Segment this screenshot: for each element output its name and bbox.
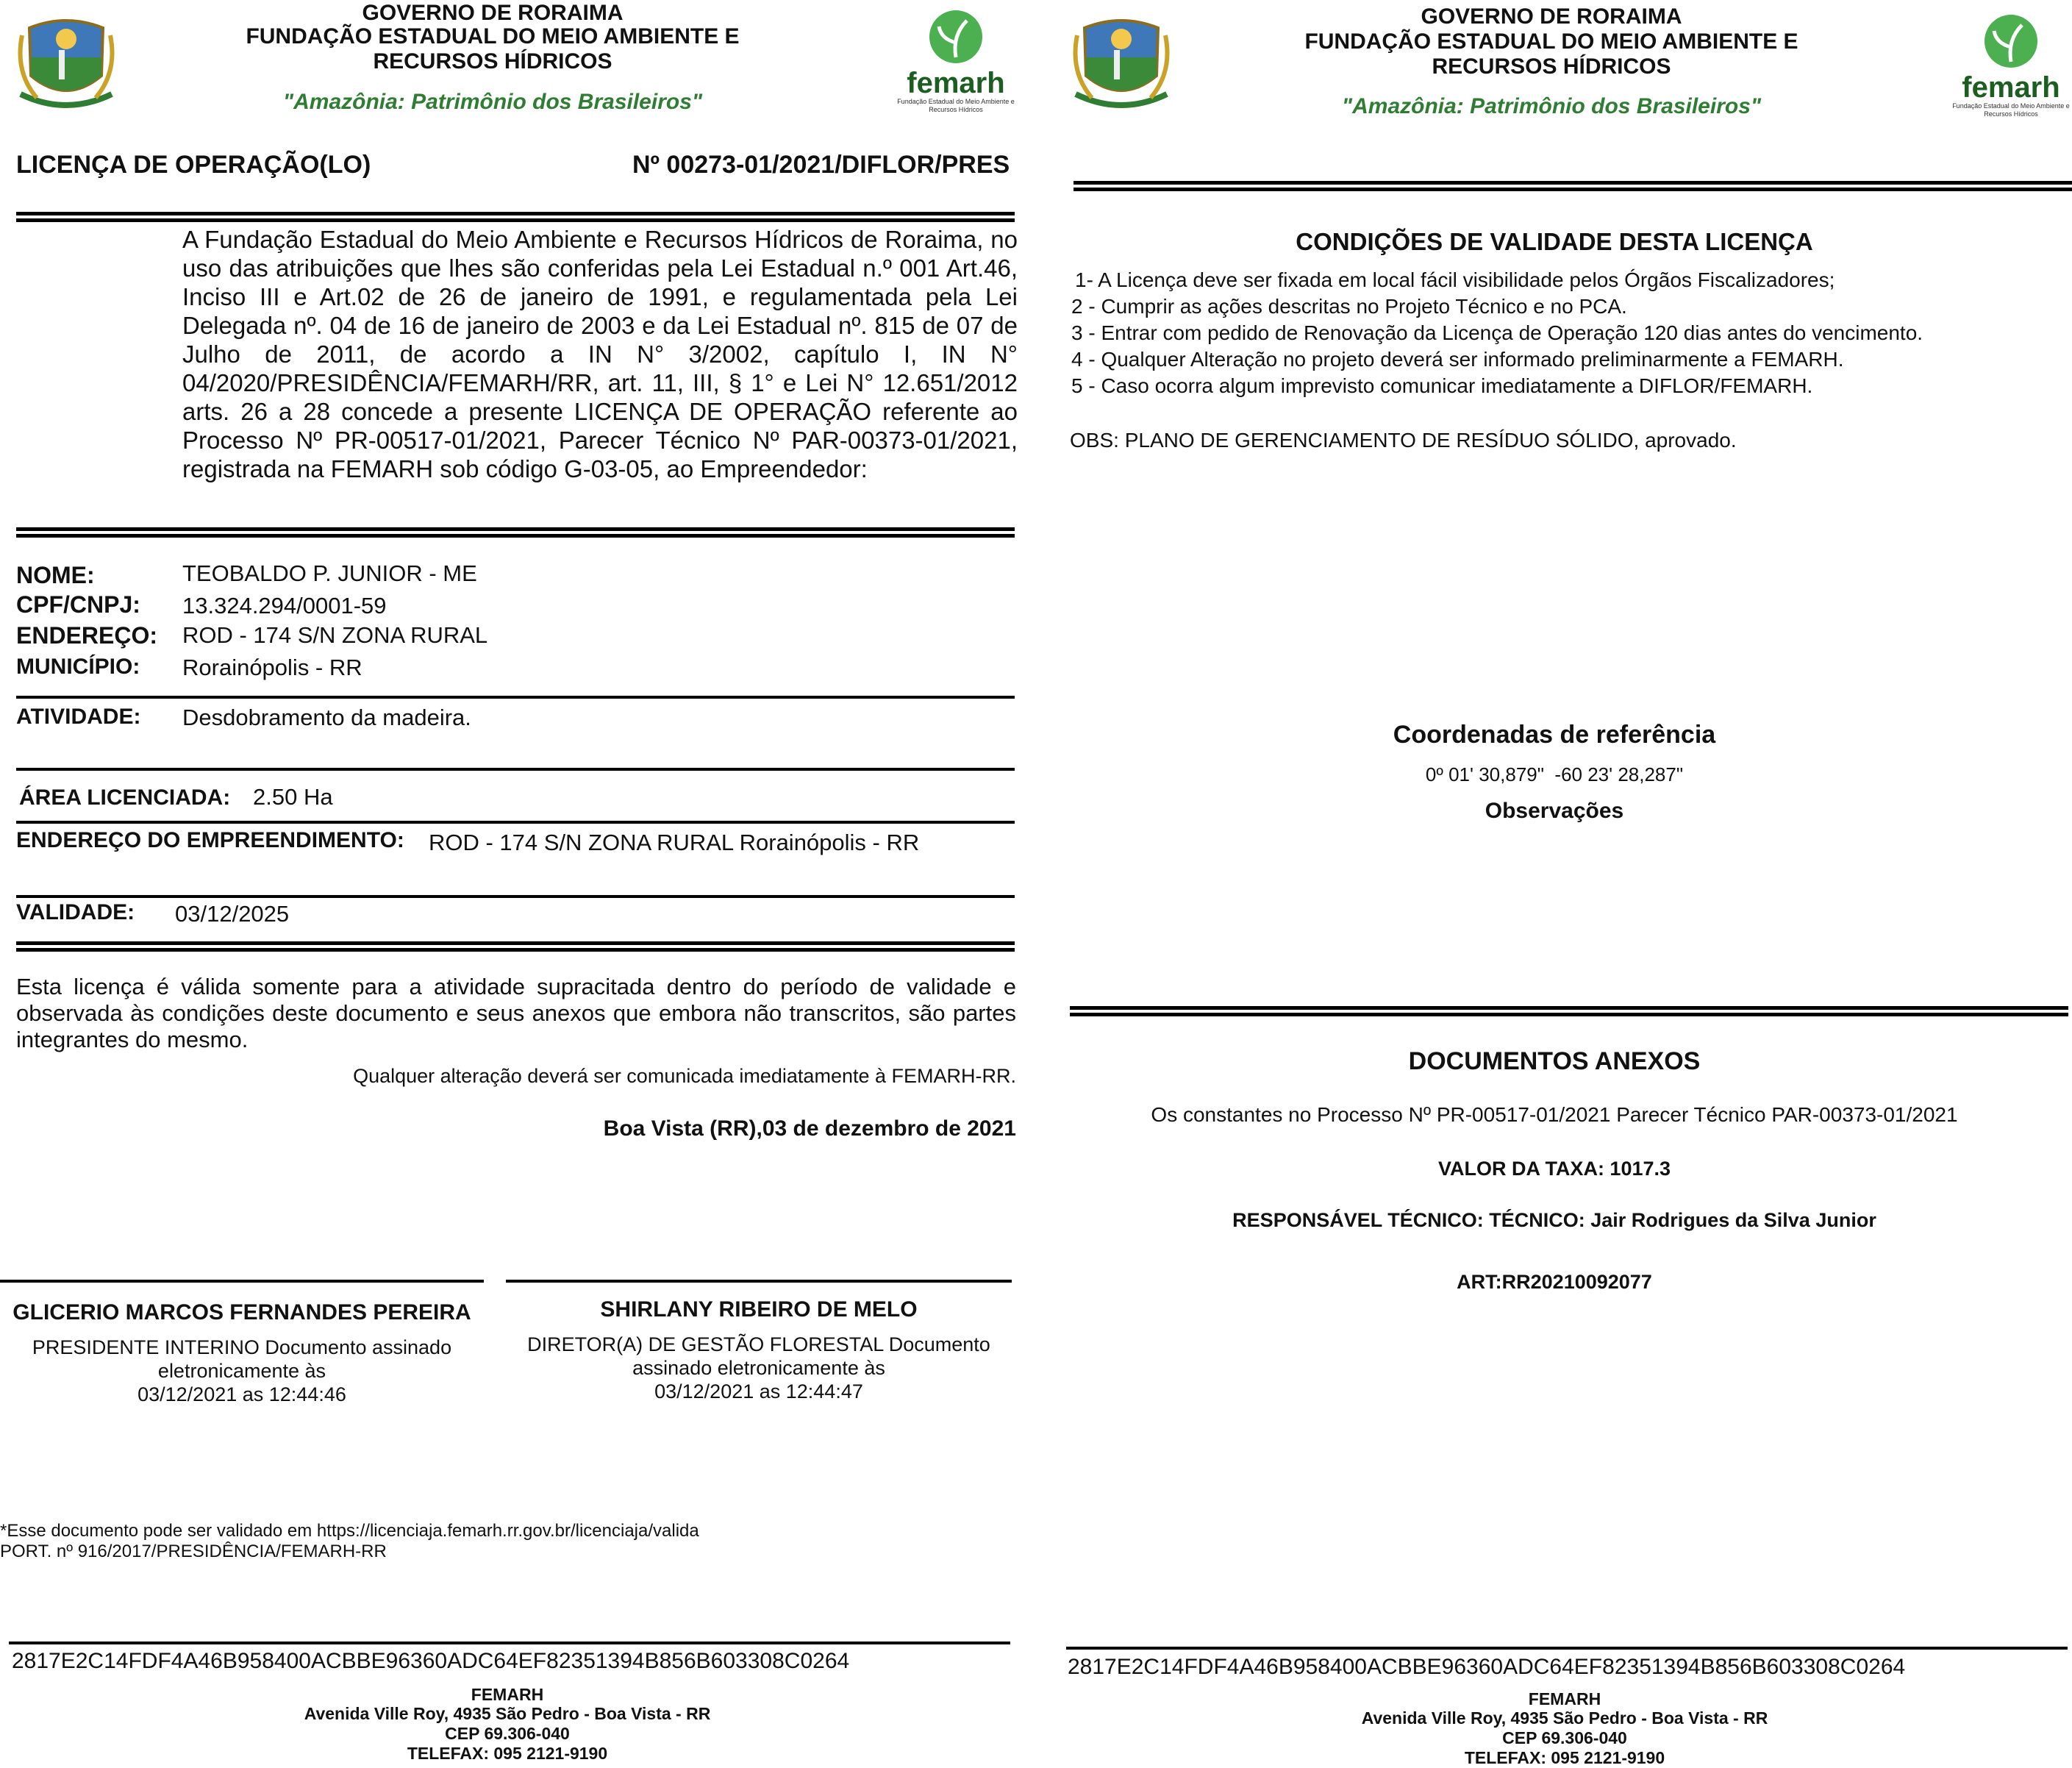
coat-of-arms-right (1070, 6, 1173, 109)
annexes-text: Os constantes no Processo Nº PR-00517-01/2021 Parecer Técnico PAR-00373-01/2021 (1151, 1103, 1958, 1126)
divider (16, 768, 1015, 771)
condition-item-2: 2 - Cumprir as ações descritas no Projeto Técnico e no PCA. (1071, 295, 1627, 318)
leaf-logo-icon (1978, 10, 2044, 69)
signature-name-1: GLICERIO MARCOS FERNANDES PEREIRA (12, 1300, 471, 1325)
license-number: Nº 00273-01/2021/DIFLOR/PRES (632, 151, 1010, 179)
validation-port: PORT. nº 916/2017/PRESIDÊNCIA/FEMARH-RR (0, 1541, 387, 1561)
divider (16, 941, 1015, 952)
cpf-value: 13.324.294/0001-59 (182, 593, 387, 619)
coat-of-arms-left (15, 6, 118, 109)
divider (1070, 1006, 2068, 1016)
femarh-logo-left (897, 6, 1015, 113)
footer-org: FEMARH (471, 1685, 544, 1704)
signature-date-1: 03/12/2021 as 12:44:46 (137, 1383, 346, 1405)
document-hash-right: 2817E2C14FDF4A46B958400ACBBE96360ADC64EF82351394B856B603308C0264 (1068, 1655, 1906, 1679)
header-line1: GOVERNO DE RORAIMA (362, 1, 624, 25)
coords-value: 0º 01' 30,879" -60 23' 28,287" (1425, 763, 1684, 785)
slogan-right: "Amazônia: Patrimônio dos Brasileiros" (1341, 94, 1762, 118)
observacoes-title: Observações (1485, 799, 1624, 823)
header-line2: FUNDAÇÃO ESTADUAL DO MEIO AMBIENTE E (246, 24, 740, 49)
footer-phone: TELEFAX: 095 2121-9190 (407, 1744, 608, 1763)
endereco-value: ROD - 174 S/N ZONA RURAL (182, 622, 488, 648)
header-line3-right: RECURSOS HÍDRICOS (1432, 54, 1671, 79)
footer-address-right: Avenida Ville Roy, 4935 São Pedro - Boa Vista - RR (1361, 1708, 1768, 1728)
validity-note: Esta licença é válida somente para a atividade supracitada dentro do período de validade e observada às condições deste documento e seus anexos que embora não transcritos, são partes integrantes do mesmo. (16, 974, 1016, 1052)
annexes-art: ART:RR20210092077 (1457, 1271, 1652, 1293)
footer-phone-right: TELEFAX: 095 2121-9190 (1464, 1748, 1665, 1767)
condition-item-1: 1- A Licença deve ser fixada em local fácil visibilidade pelos Órgãos Fiscalizadores; (1075, 268, 1835, 291)
signature-name-2: SHIRLANY RIBEIRO DE MELO (600, 1297, 918, 1322)
condition-item-5: 5 - Caso ocorra algum imprevisto comunicar imediatamente a DIFLOR/FEMARH. (1071, 374, 1813, 397)
divider (16, 821, 1015, 824)
license-title: LICENÇA DE OPERAÇÃO(LO) (16, 151, 371, 179)
signature-line2-2: assinado eletronicamente às (632, 1357, 885, 1379)
atividade-value: Desdobramento da madeira. (182, 705, 471, 730)
divider (16, 212, 1015, 222)
endereco-label: ENDEREÇO: (16, 622, 158, 649)
footer-org-right: FEMARH (1528, 1689, 1601, 1708)
signature-line2-1: eletronicamente às (157, 1360, 326, 1382)
cpf-label: CPF/CNPJ: (16, 591, 140, 618)
footer-line (1066, 1647, 2068, 1650)
header-line3: RECURSOS HÍDRICOS (373, 49, 612, 74)
conditions-title: CONDIÇÕES DE VALIDADE DESTA LICENÇA (1296, 228, 1813, 255)
endereco-empreendimento-value: ROD - 174 S/N ZONA RURAL Rorainópolis - RR (429, 830, 920, 855)
signature-line (506, 1280, 1012, 1283)
validation-url-text: *Esse documento pode ser validado em https://licenciaja.femarh.rr.gov.br/licenciaja/valida (0, 1521, 699, 1541)
coords-title: Coordenadas de referência (1393, 721, 1716, 749)
conditions-obs: OBS: PLANO DE GERENCIAMENTO DE RESÍDUO SÓLIDO, aprovado. (1070, 429, 1737, 452)
endereco-empreendimento-label: ENDEREÇO DO EMPREENDIMENTO: (16, 828, 404, 852)
signature-date-2: 03/12/2021 as 12:44:47 (654, 1380, 863, 1402)
signature-line (0, 1280, 484, 1283)
coat-of-arms-icon (1070, 6, 1173, 109)
divider (16, 527, 1015, 538)
header-line1-right: GOVERNO DE RORAIMA (1421, 4, 1682, 29)
slogan: "Amazônia: Patrimônio dos Brasileiros" (282, 90, 703, 114)
document-hash: 2817E2C14FDF4A46B958400ACBBE96360ADC64EF82351394B856B603308C0264 (12, 1649, 850, 1673)
annexes-responsible: RESPONSÁVEL TÉCNICO: TÉCNICO: Jair Rodrigues da Silva Junior (1232, 1209, 1876, 1231)
place-date: Boa Vista (RR),03 de dezembro de 2021 (603, 1116, 1016, 1141)
femarh-logo-right (1952, 10, 2070, 118)
logo-text: femarh (1962, 71, 2060, 104)
signature-role-2: DIRETOR(A) DE GESTÃO FLORESTAL Documento (527, 1333, 990, 1355)
condition-item-3: 3 - Entrar com pedido de Renovação da Licença de Operação 120 dias antes do vencimento. (1071, 321, 1923, 344)
license-preamble: A Fundação Estadual do Meio Ambiente e Recursos Hídricos de Roraima, no uso das atribuições que lhes são conferidas pela Lei Estadual n.º 001 Art.46, Inciso III e Art.02 de 26 de janeiro de 1991, e regulamentada pela Lei Delegada nº. 04 de 16 de janeiro de 2003 e da Lei Estadual nº. 815 de 07 de Julho de 2011, de acordo a IN N° 3/2002, capítulo I, IN N° 04/2020/PRESIDÊNCIA/FEMARH/RR, art. 11, III, § 1° e Lei N° 12.651/2012 arts. 26 a 28 concede a presente LICENÇA DE OPERAÇÃO referente ao Processo Nº PR-00517-01/2021, Parecer Técnico Nº PAR-00373-01/2021, registrada na FEMARH sob código G-03-05, ao Empreendedor: (182, 226, 1018, 482)
footer-cep-right: CEP 69.306-040 (1502, 1728, 1627, 1747)
annexes-title: DOCUMENTOS ANEXOS (1408, 1047, 1701, 1075)
municipio-label: MUNICÍPIO: (16, 655, 140, 679)
logo-text: femarh (907, 67, 1005, 99)
footer-cep: CEP 69.306-040 (445, 1724, 570, 1743)
coat-of-arms-icon (15, 6, 118, 109)
validade-label: VALIDADE: (16, 900, 135, 924)
validade-value: 03/12/2025 (175, 901, 290, 927)
change-note: Qualquer alteração deverá ser comunicada imediatamente à FEMARH-RR. (353, 1065, 1016, 1087)
header-line2-right: FUNDAÇÃO ESTADUAL DO MEIO AMBIENTE E (1304, 29, 1798, 54)
leaf-logo-icon (923, 6, 989, 65)
annexes-fee: VALOR DA TAXA: 1017.3 (1437, 1158, 1671, 1180)
divider (16, 895, 1015, 898)
municipio-value: Rorainópolis - RR (182, 655, 362, 680)
area-label: ÁREA LICENCIADA: (19, 785, 231, 810)
area-value: 2.50 Ha (253, 784, 333, 810)
atividade-label: ATIVIDADE: (16, 705, 141, 729)
nome-value: TEOBALDO P. JUNIOR - ME (182, 560, 477, 586)
logo-sub: Fundação Estadual do Meio Ambiente e Recursos Hídricos (1952, 102, 2070, 118)
logo-sub: Fundação Estadual do Meio Ambiente e Recursos Hídricos (897, 98, 1015, 113)
footer-address: Avenida Ville Roy, 4935 São Pedro - Boa Vista - RR (304, 1704, 711, 1723)
divider (16, 696, 1015, 699)
condition-item-4: 4 - Qualquer Alteração no projeto deverá ser informado preliminarmente a FEMARH. (1071, 348, 1844, 371)
footer-line (9, 1642, 1010, 1644)
nome-label: NOME: (16, 562, 95, 588)
divider (1073, 181, 2072, 191)
signature-role-1: PRESIDENTE INTERINO Documento assinado (32, 1336, 452, 1358)
